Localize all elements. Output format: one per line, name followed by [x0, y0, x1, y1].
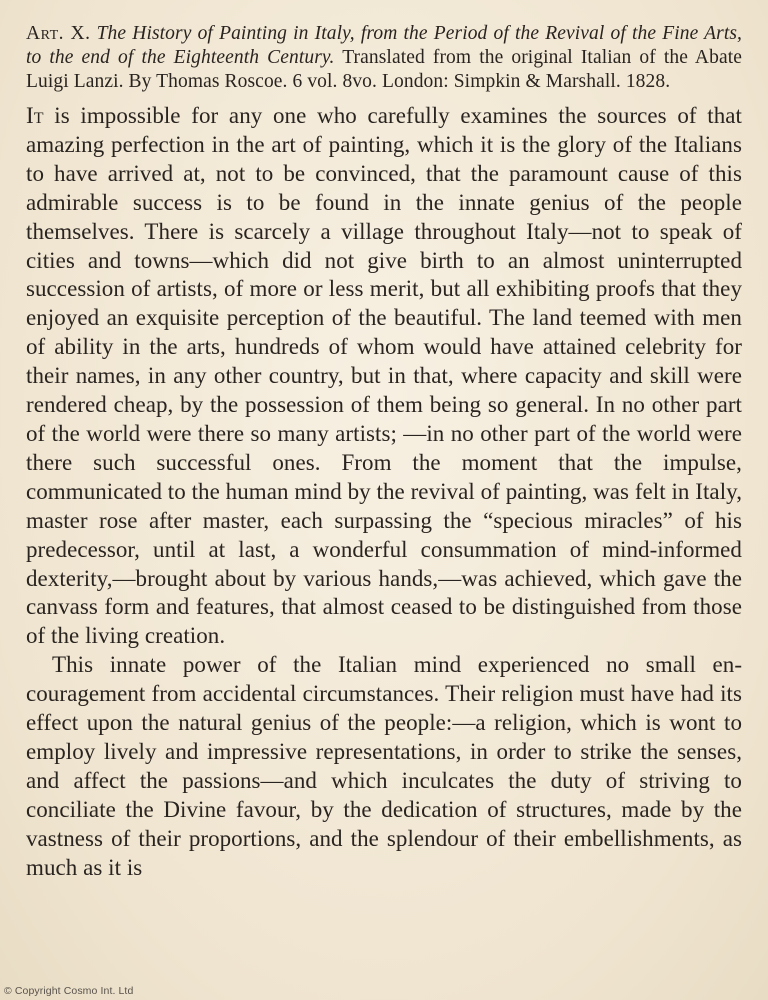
- article-number: Art. X.: [26, 23, 91, 44]
- paragraph-lead-word: It: [26, 103, 44, 128]
- copyright-watermark: © Copyright Cosmo Int. Ltd: [4, 985, 134, 997]
- paragraph-1-text: is impossible for any one who carefully examines the sources of that amazing perfection in the art of painting, which it is the glory of the Italians to have arrived at, not to be convinced, that the paramount cause of this admirable success is to be found in the innate genius of the people themselves. There is scarcely a village throughout Italy—not to speak of cities and towns—which did not give birth to an almost uninterrupted succession of artists, of more or less merit, but all exhibiting proofs that they enjoyed an exquisite perception of the beautiful. The land teemed with men of ability in the arts, hundreds of whom would have attained celebrity for their names, in any other country, but in that, where capacity and skill were rendered cheap, by the possession of them being so general. In no other part of the world were there so many artists; —in no other part of the world were there such successful ones. From the moment that the impulse, communicated to the human mind by the revival of painting, was felt in Italy, master rose after master, each surpassing the “specious miracles” of his predecessor, until at last, a wonderful consummation of mind-informed dexterity,—brought about by various hands,—was achieved, which gave the canvass form and features, that almost ceased to be distinguished from those of the living creation.: [26, 103, 742, 649]
- paragraph-2-text: This innate power of the Italian mind experienced no small encouragement from accidental circumstances. Their religion must have had its effect upon the natural genius of the people:—a religion, which is wont to employ lively and impressive representations, in order to strike the senses, and affect the passions—and which inculcates the duty of striving to conciliate the Divine favour, by the dedication of structures, made by the vastness of their proportions, and the splendour of their embellishments, as much as it is: [26, 652, 742, 880]
- page-content: [26, 22, 742, 882]
- paragraph-1: [26, 102, 742, 651]
- article-details: Translated from the original Italian of the Abate Luigi Lanzi. By Thomas Roscoe. 6 vol. 8vo. London: Simpkin & Marshall. 1828.: [26, 47, 742, 92]
- paragraph-2: [26, 651, 742, 882]
- article-title: The History of Painting in Italy, from the Period of the Revival of the Fine Arts, to the end of the Eighteenth Century.: [26, 23, 743, 68]
- article-heading: [26, 22, 742, 94]
